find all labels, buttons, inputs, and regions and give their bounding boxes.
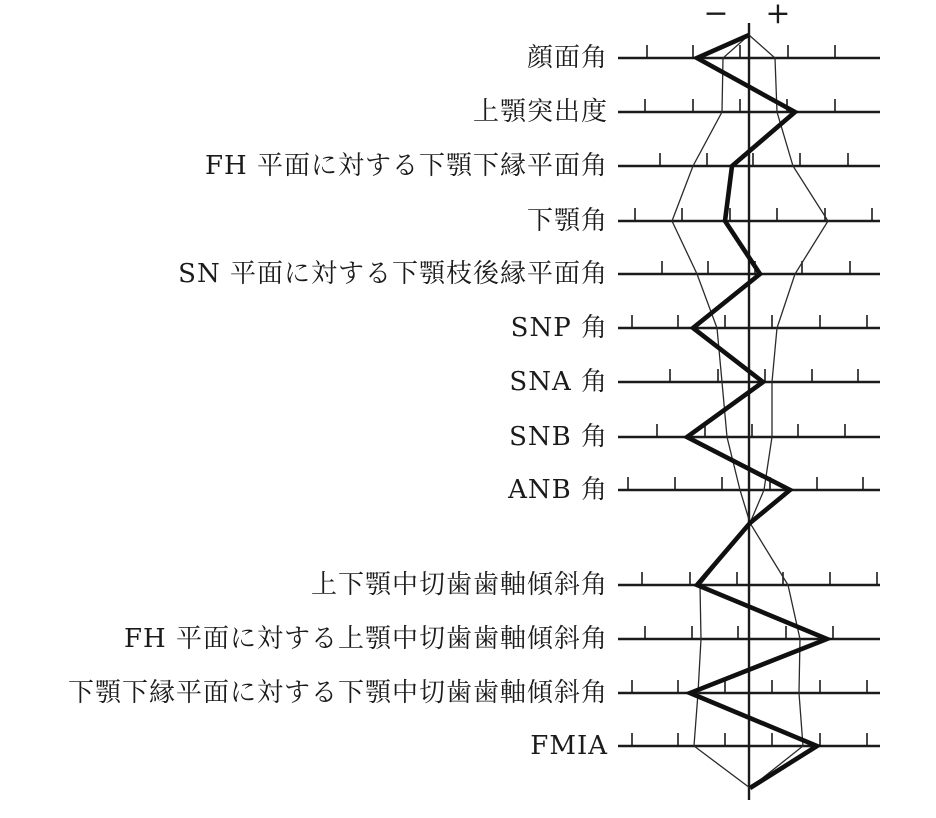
negative-sign-label: − [703, 0, 729, 31]
row-label: ANB 角 [508, 475, 608, 505]
row-label: FH 平面に対する下顎下縁平面角 [205, 151, 608, 181]
row-label: SNP 角 [510, 313, 608, 343]
row-label: SN 平面に対する下顎枝後縁平面角 [178, 259, 608, 289]
norm-polygon-right [749, 35, 828, 788]
row-label: SNA 角 [509, 367, 608, 397]
row-label: SNB 角 [509, 422, 608, 452]
row-label: 顔面角 [526, 43, 608, 73]
row-label: 下顎下縁平面に対する下顎中切歯歯軸傾斜角 [67, 678, 608, 708]
row-label: FH 平面に対する上顎中切歯歯軸傾斜角 [124, 624, 608, 654]
patient-profile-line [687, 35, 827, 788]
positive-sign-label: + [765, 0, 791, 31]
row-label: 下顎角 [526, 206, 608, 236]
row-label: FMIA [530, 731, 608, 761]
row-label: 上下顎中切歯歯軸傾斜角 [310, 570, 608, 600]
row-label: 上顎突出度 [472, 97, 608, 127]
